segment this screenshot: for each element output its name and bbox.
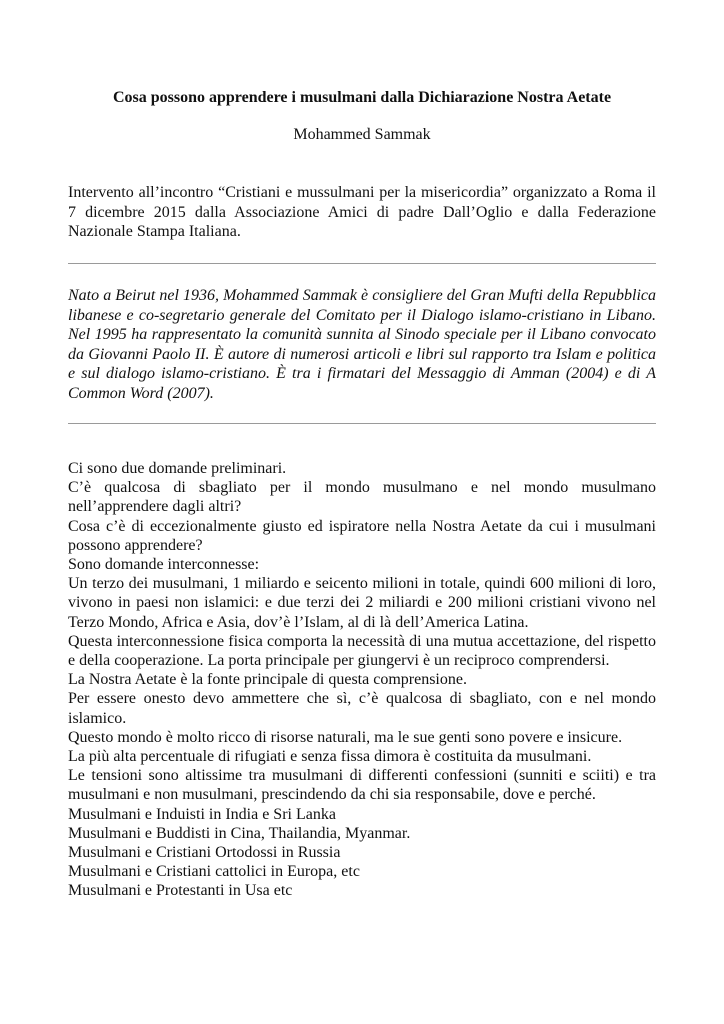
author-bio: Nato a Beirut nel 1936, Mohammed Sammak è consigliere del Gran Mufti della Repubblica libanese e co-segretario generale del Comitato per il Dialogo islamo-cristiano in Libano. Nel 1995 ha rappresentato la comunità sunnita al Sinodo speciale per il Libano convocato da Giovanni Paolo II. È autore di numerosi articoli e libri sul rapporto tra Islam e politica e sul dialogo islamo-cristiano. È tra i firmatari del Messaggio di Amman (2004) e di A Common Word (2007). <box>68 287 656 402</box>
bottom-divider <box>68 423 656 424</box>
document-author: Mohammed Sammak <box>293 126 431 143</box>
list-line: Musulmani e Protestanti in Usa etc <box>68 882 293 900</box>
list-line: Musulmani e Cristiani cattolici in Europa, etc <box>68 863 360 881</box>
body-paragraph: Sono domande interconnesse: <box>68 556 260 574</box>
body-text <box>68 459 656 901</box>
list-line: Musulmani e Buddisti in Cina, Thailandia, Myanmar. <box>68 824 411 842</box>
list-line: Musulmani e Induisti in India e Sri Lanka <box>68 805 336 823</box>
body-paragraph: Questa interconnessione fisica comporta la necessità di una mutua accettazione, del rispetto e della cooperazione. La porta principale per giungervi è un reciproco comprendersi. <box>68 632 656 670</box>
body-paragraph: C’è qualcosa di sbagliato per il mondo musulmano e nel mondo musulmano nell’apprendere dagli altri? <box>68 479 656 516</box>
top-divider <box>68 263 656 264</box>
body-paragraph: La Nostra Aetate è la fonte principale di questa comprensione. <box>68 671 467 689</box>
body-paragraph: Cosa c’è di eccezionalmente giusto ed ispiratore nella Nostra Aetate da cui i musulmani possono apprendere? <box>68 517 656 554</box>
body-paragraph: Le tensioni sono altissime tra musulmani di differenti confessioni (sunniti e sciiti) e tra musulmani e non musulmani, prescindendo da chi sia responsabile, dove e perché. <box>68 767 656 804</box>
list-line: Musulmani e Cristiani Ortodossi in Russia <box>68 844 341 862</box>
document-title: Cosa possono apprendere i musulmani dalla Dichiarazione Nostra Aetate <box>112 89 612 106</box>
intro-paragraph: Intervento all’incontro “Cristiani e mussulmani per la misericordia” organizzato a Roma il 7 dicembre 2015 dalla Associazione Amici di padre Dall’Oglio e dalla Federazione Nazionale Stampa Italiana. <box>68 184 656 240</box>
body-paragraph: Per essere onesto devo ammettere che sì, c’è qualcosa di sbagliato, con e nel mondo islamico. <box>68 690 656 727</box>
body-paragraph: Un terzo dei musulmani, 1 miliardo e seicento milioni in totale, quindi 600 milioni di loro, vivono in paesi non islamici: e due terzi dei 2 miliardi e 200 milioni cristiani vivono nel Terzo Mondo, Africa e Asia, dov’è l’Islam, al di là dell’America Latina. <box>68 575 656 631</box>
body-paragraph: Questo mondo è molto ricco di risorse naturali, ma le sue genti sono povere e insicure. <box>68 728 623 746</box>
body-paragraph: La più alta percentuale di rifugiati e senza fissa dimora è costituita da musulmani. <box>68 748 592 766</box>
body-paragraph: Ci sono due domande preliminari. <box>68 460 287 477</box>
